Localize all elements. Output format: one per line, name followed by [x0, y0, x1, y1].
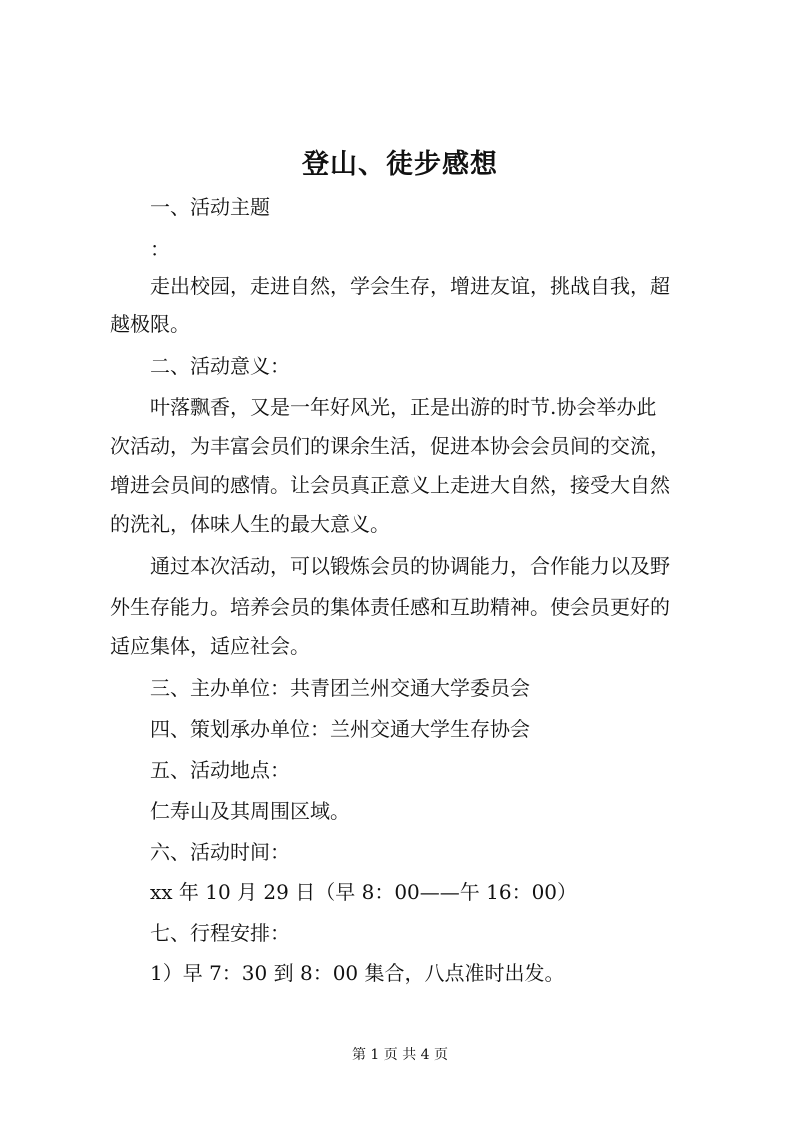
paragraph-line: 适应集体，适应社会。 — [110, 634, 310, 658]
document-title: 登山、徒步感想 — [302, 149, 498, 180]
paragraph-line: 越极限。 — [110, 312, 190, 336]
planner-line: 四、策划承办单位：兰州交通大学生存协会 — [150, 717, 530, 741]
colon-line: ： — [150, 237, 170, 261]
section-heading-location: 五、活动地点： — [150, 758, 290, 782]
paragraph-line: 走出校园，走进自然，学会生存，增进友谊，挑战自我，超 — [150, 274, 670, 298]
paragraph-line: 外生存能力。培养会员的集体责任感和互助精神。使会员更好的 — [110, 595, 670, 619]
section-heading-schedule: 七、行程安排： — [150, 921, 290, 945]
location-line: 仁寿山及其周围区域。 — [150, 799, 350, 823]
paragraph-line: 通过本次活动，可以锻炼会员的协调能力，合作能力以及野 — [150, 554, 670, 578]
organizer-line: 三、主办单位：共青团兰州交通大学委员会 — [150, 676, 530, 700]
paragraph-line: 增进会员间的感情。让会员真正意义上走进大自然，接受大自然 — [110, 473, 670, 497]
time-line: xx 年 10 月 29 日（早 8：00——午 16：00） — [150, 880, 578, 904]
paragraph-line: 叶落飘香，又是一年好风光，正是出游的时节.协会举办此 — [150, 395, 657, 419]
section-heading-theme: 一、活动主题 — [150, 195, 270, 219]
paragraph-line: 的洗礼，体味人生的最大意义。 — [110, 512, 390, 536]
section-heading-meaning: 二、活动意义： — [150, 354, 290, 378]
paragraph-line: 次活动，为丰富会员们的课余生活，促进本协会会员间的交流， — [110, 434, 670, 458]
schedule-line: 1）早 7：30 到 8：00 集合，八点准时出发。 — [150, 961, 565, 985]
section-heading-time: 六、活动时间： — [150, 840, 290, 864]
page-footer: 第 1 页 共 4 页 — [351, 1047, 449, 1063]
